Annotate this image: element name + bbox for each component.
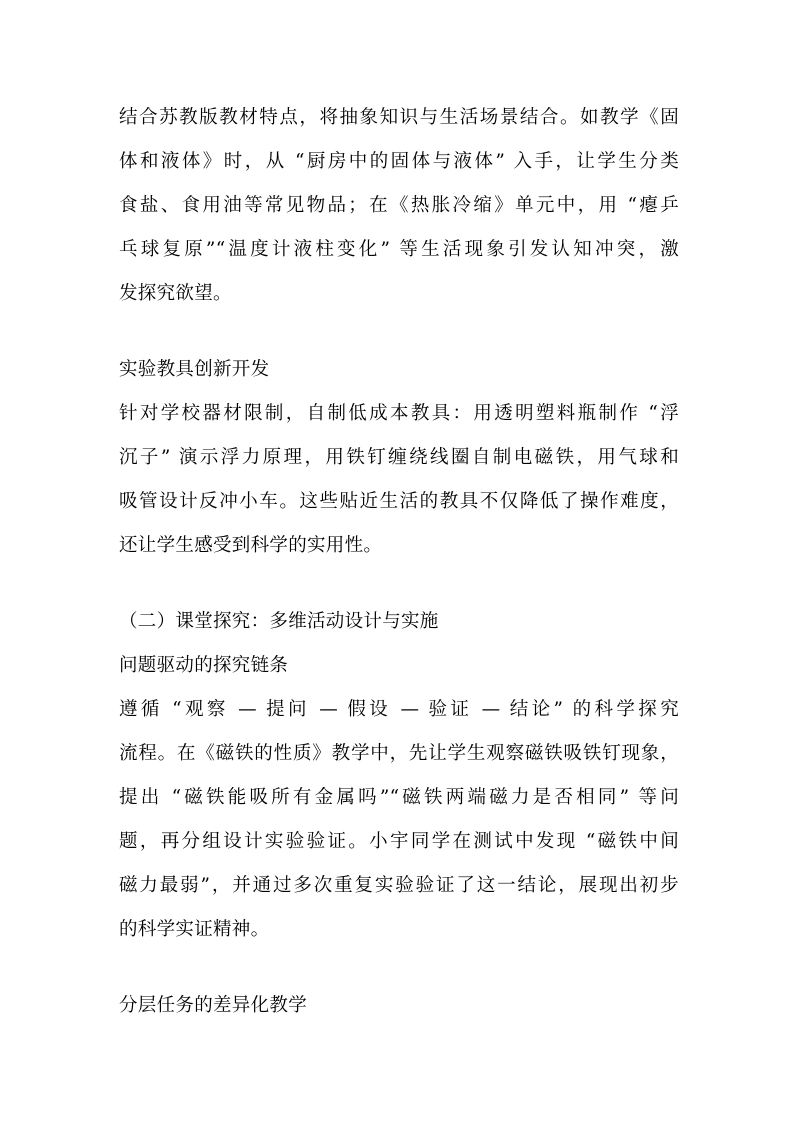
paragraph-line: 针对学校器材限制，自制低成本教具：用透明塑料瓶制作 “浮 — [119, 403, 679, 424]
paragraph-line: 结合苏教版教材特点，将抽象知识与生活场景结合。如教学《固 — [119, 107, 679, 128]
paragraph-line: 提出 “磁铁能吸所有金属吗”“磁铁两端磁力是否相同” 等问 — [119, 787, 679, 808]
section-heading: 分层任务的差异化教学 — [119, 995, 308, 1016]
paragraph-line: 吸管设计反冲小车。这些贴近生活的教具不仅降低了操作难度， — [119, 491, 679, 512]
paragraph-line: 的科学实证精神。 — [119, 919, 270, 940]
chapter-heading: （二）课堂探究：多维活动设计与实施 — [119, 611, 439, 632]
paragraph-line: 流程。在《磁铁的性质》教学中，先让学生观察磁铁吸铁钉现象， — [119, 743, 679, 764]
paragraph-line: 食盐、食用油等常见物品；在《热胀冷缩》单元中，用 “瘪乒 — [119, 195, 679, 216]
paragraph-line: 乓球复原”“温度计液柱变化” 等生活现象引发认知冲突，激 — [119, 239, 679, 260]
paragraph-line: 磁力最弱”，并通过多次重复实验验证了这一结论，展现出初步 — [119, 875, 679, 896]
paragraph-line: 体和液体》时，从 “厨房中的固体与液体” 入手，让学生分类 — [119, 151, 679, 172]
paragraph-line: 题，再分组设计实验验证。小宇同学在测试中发现 “磁铁中间 — [119, 831, 679, 852]
section-heading: 问题驱动的探究链条 — [119, 655, 289, 676]
paragraph-line: 发探究欲望。 — [119, 283, 232, 304]
paragraph-line: 沉子” 演示浮力原理，用铁钉缠绕线圈自制电磁铁，用气球和 — [119, 447, 679, 468]
paragraph-line: 遵循 “观察 — 提问 — 假设 — 验证 — 结论” 的科学探究 — [119, 699, 679, 720]
paragraph-line: 还让学生感受到科学的实用性。 — [119, 535, 383, 556]
section-heading: 实验教具创新开发 — [119, 359, 270, 380]
